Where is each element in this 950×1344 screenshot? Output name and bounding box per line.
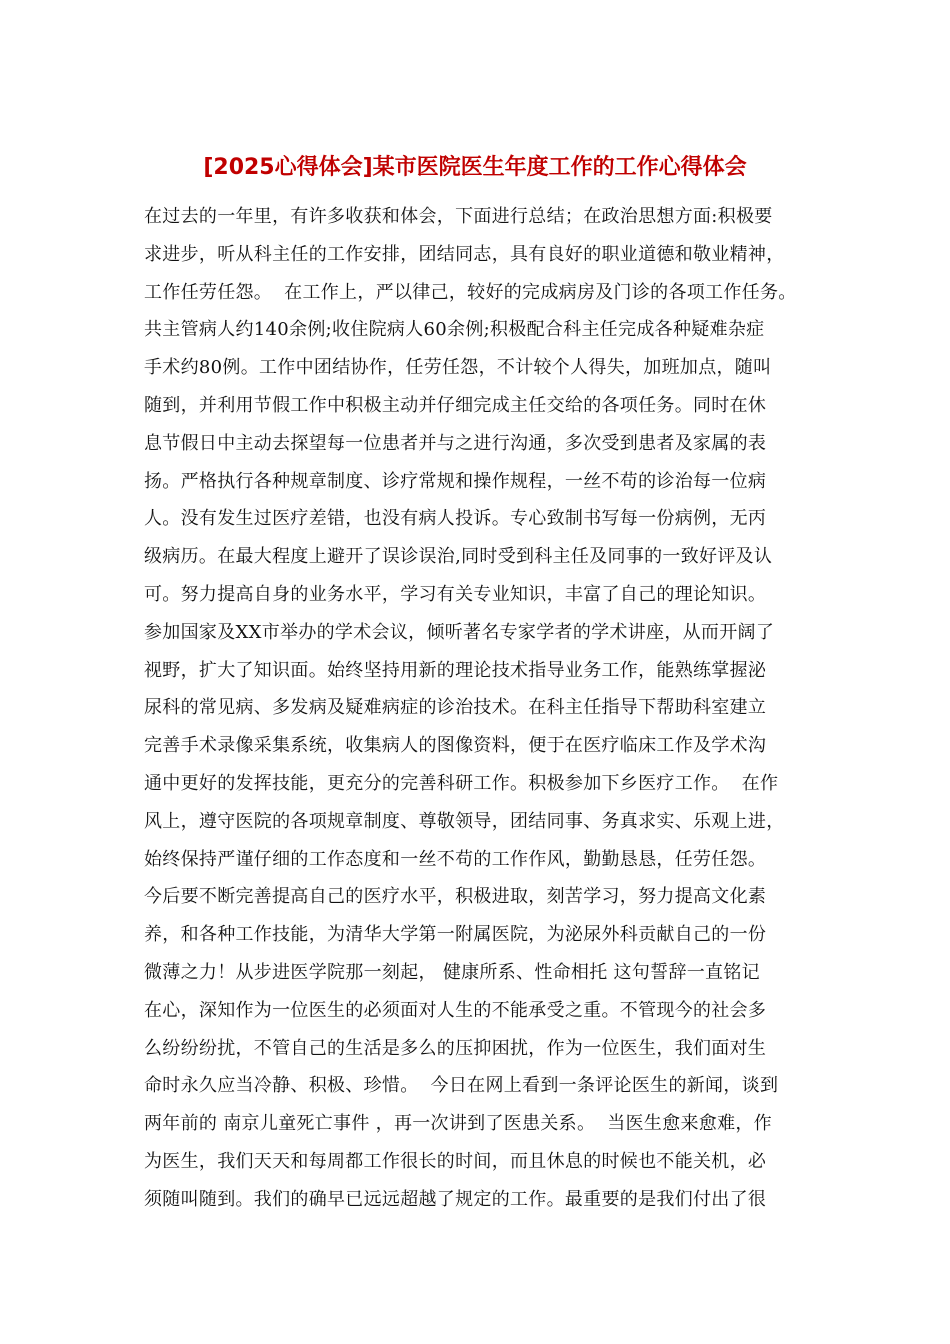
- body-line: 在过去的一年里，有许多收获和体会，下面进行总结；在政治思想方面:积极要: [144, 206, 773, 227]
- body-line: 两年前的 南京儿童死亡事件 ，再一次讲到了医患关系。 当医生愈来愈难，作: [144, 1113, 772, 1135]
- document-body: [144, 198, 824, 1219]
- body-line: 息节假日中主动去探望每一位患者并与之进行沟通，多次受到患者及家属的表: [144, 432, 767, 454]
- body-line: 视野，扩大了知识面。始终坚持用新的理论技术指导业务工作，能熟练掌握泌: [144, 659, 767, 681]
- body-line: 尿科的常见病、多发病及疑难病症的诊治技术。在科主任指导下帮助科室建立: [144, 697, 767, 719]
- body-line: 随到，并利用节假工作中积极主动并仔细完成主任交给的各项任务。同时在休: [144, 394, 767, 416]
- body-line: 为医生，我们天天和每周都工作很长的时间，而且休息的时候也不能关机，必: [144, 1150, 767, 1172]
- body-line: 风上，遵守医院的各项规章制度、尊敬领导，团结同事、务真求实、乐观上进，: [144, 810, 785, 832]
- body-line: 共主管病人约140余例;收住院病人60余例;积极配合科主任完成各种疑难杂症: [144, 319, 765, 341]
- body-line: 命时永久应当冷静、积极、珍惜。 今日在网上看到一条评论医生的新闻，谈到: [144, 1075, 779, 1097]
- body-line: 须随叫随到。我们的确早已远远超越了规定的工作。最重要的是我们付出了很: [144, 1188, 767, 1210]
- body-line: 参加国家及XX市举办的学术会议，倾听著名专家学者的学术讲座，从而开阔了: [144, 621, 775, 643]
- body-line: 可。努力提高自身的业务水平，学习有关专业知识，丰富了自己的理论知识。: [144, 583, 767, 605]
- body-line: 始终保持严谨仔细的工作态度和一丝不苟的工作作风，勤勤恳恳，任劳任怨。: [144, 848, 767, 870]
- body-line: 通中更好的发挥技能，更充分的完善科研工作。积极参加下乡医疗工作。 在作: [144, 772, 779, 794]
- body-line: 人。没有发生过医疗差错，也没有病人投诉。专心致制书写每一份病例，无丙: [144, 508, 767, 530]
- body-line: 手术约80例。工作中团结协作，任劳任怨，不计较个人得失，加班加点，随叫: [144, 357, 772, 379]
- body-line: 级病历。在最大程度上避开了误诊误治,同时受到科主任及同事的一致好评及认: [144, 546, 773, 568]
- body-line: 求进步，听从科主任的工作安排，团结同志，具有良好的职业道德和敬业精神，: [144, 243, 785, 265]
- body-line: 完善手术录像采集系统，收集病人的图像资料，便于在医疗临床工作及学术沟: [144, 735, 767, 757]
- body-line: 么纷纷纷扰，不管自己的生活是多么的压抑困扰，作为一位医生，我们面对生: [144, 1037, 767, 1059]
- body-line: 工作任劳任怨。 在工作上，严以律己，较好的完成病房及门诊的各项工作任务。: [144, 281, 797, 303]
- body-line: 微薄之力！从步进医学院那一刻起， 健康所系、性命相托 这句誓辞一直铭记: [144, 961, 760, 983]
- body-line: 今后要不断完善提高自己的医疗水平，积极进取，刻苦学习，努力提高文化素: [144, 886, 767, 908]
- body-line: 养，和各种工作技能，为清华大学第一附属医院，为泌尿外科贡献自己的一份: [144, 924, 767, 946]
- body-line: 在心，深知作为一位医生的必须面对人生的不能承受之重。不管现今的社会多: [144, 999, 767, 1021]
- body-line: 扬。严格执行各种规章制度、诊疗常规和操作规程，一丝不苟的诊治每一位病: [144, 470, 767, 492]
- document-title: [2025心得体会]某市医院医生年度工作的工作心得体会: [203, 155, 747, 180]
